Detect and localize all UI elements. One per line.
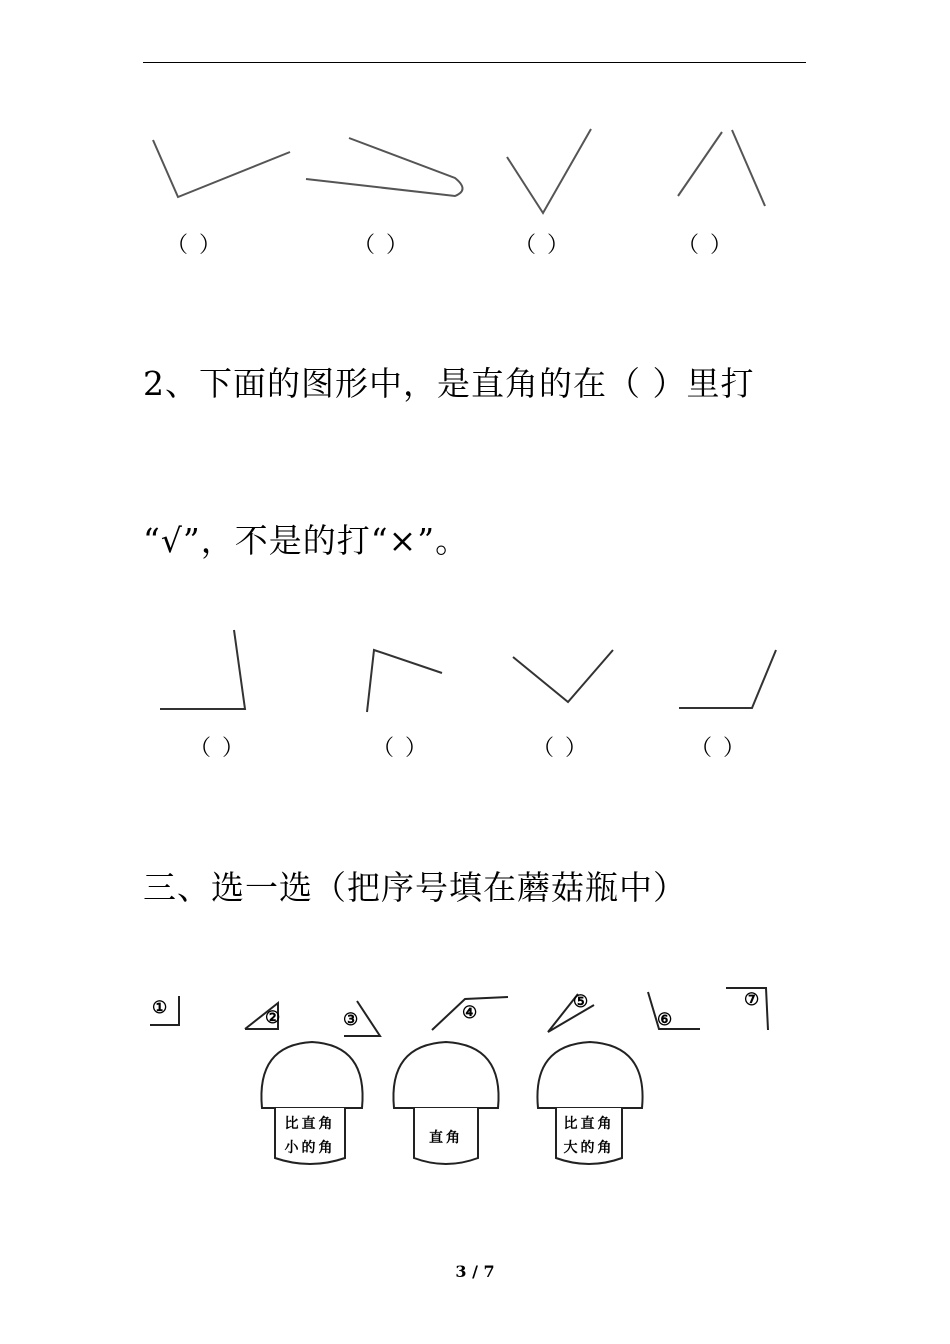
- angle-label-7: ⑦: [744, 990, 760, 1010]
- angle-3-6: [648, 992, 700, 1029]
- page-number: 3 / 7: [455, 1262, 495, 1281]
- answer-blank-2c[interactable]: （ ）: [532, 736, 589, 761]
- angle-label-2: ②: [265, 1008, 281, 1028]
- angle-1a: [153, 140, 290, 197]
- section-3-title: 三、选一选（把序号填在蘑菇瓶中）: [143, 868, 687, 907]
- answer-blank-1c[interactable]: （ ）: [514, 233, 571, 258]
- mushroom-3-label[interactable]: [556, 1112, 622, 1160]
- answer-blank-2b[interactable]: （ ）: [372, 736, 429, 761]
- answer-blank-2a[interactable]: （ ）: [189, 736, 246, 761]
- angle-2d: [679, 650, 776, 708]
- answer-blank-1d[interactable]: （ ）: [677, 233, 734, 258]
- mushroom-2-label[interactable]: [414, 1126, 478, 1150]
- question-2-line1: 2、下面的图形中，是直角的在（ ）里打: [143, 364, 755, 403]
- angle-label-4: ④: [462, 1003, 478, 1023]
- angle-2b: [367, 650, 442, 712]
- angle-1d: [678, 132, 722, 196]
- angle-2c: [513, 650, 613, 702]
- mushroom-1-cap: [261, 1042, 362, 1108]
- mushroom-3-label-line2: 大的角: [563, 1140, 615, 1156]
- mushroom-2-label-line1: 直角: [429, 1130, 463, 1146]
- answer-blank-2d[interactable]: （ ）: [690, 736, 747, 761]
- angle-1e: [732, 130, 765, 206]
- angle-label-1: ①: [152, 998, 168, 1018]
- mushroom-2-cap: [393, 1042, 498, 1108]
- mushroom-3-label-line1: 比直角: [563, 1116, 615, 1132]
- angle-label-3: ③: [343, 1010, 359, 1030]
- question-2-line2: “√”，不是的打“×”。: [143, 521, 470, 560]
- mushroom-1-label-line1: 比直角: [284, 1116, 336, 1132]
- mushroom-3-cap: [537, 1042, 642, 1108]
- angle-label-5: ⑤: [573, 992, 589, 1012]
- angle-1b: [306, 138, 463, 196]
- answer-blank-1a[interactable]: （ ）: [166, 233, 223, 258]
- angle-label-6: ⑥: [657, 1010, 673, 1030]
- angle-1c: [507, 129, 591, 213]
- angle-2a: [160, 630, 245, 709]
- answer-blank-1b[interactable]: （ ）: [353, 233, 410, 258]
- mushroom-1-label[interactable]: [275, 1112, 345, 1160]
- mushroom-1-label-line2: 小的角: [284, 1140, 336, 1156]
